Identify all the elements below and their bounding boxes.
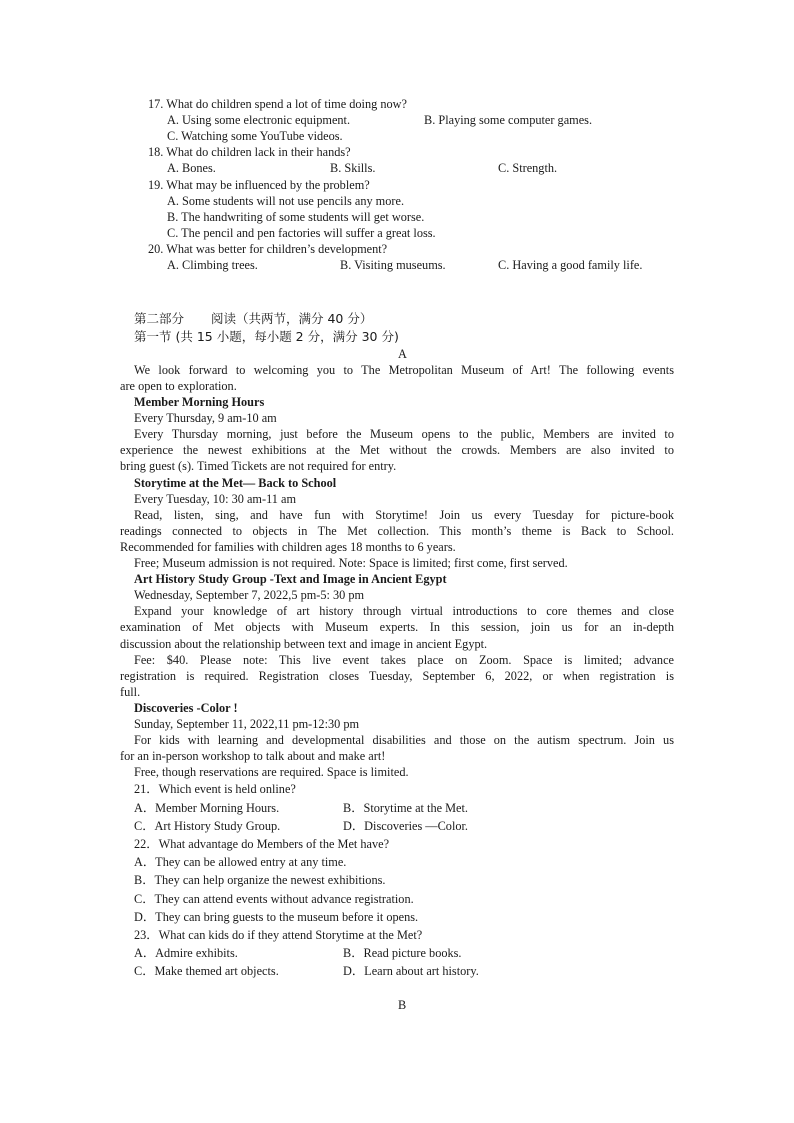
option-20c: C. Having a good family life. xyxy=(498,258,643,272)
event1-time: Every Thursday, 9 am-10 am xyxy=(134,411,277,425)
event1-desc-3: bring guest (s). Timed Tickets are not required for entry. xyxy=(120,459,397,473)
event3-time: Wednesday, September 7, 2022,5 pm-5: 30 pm xyxy=(134,588,365,602)
part2-heading-label: 第二部分 xyxy=(134,311,185,326)
question-22: 22．What advantage do Members of the Met have? xyxy=(134,837,390,851)
event3-fee-1: Fee: $40. Please note: This live event takes place on Zoom. Space is limited; advance xyxy=(134,653,674,667)
option-23c: C．Make themed art objects. xyxy=(134,964,279,978)
event1-title: Member Morning Hours xyxy=(134,395,265,409)
passage-b-letter: B xyxy=(398,998,407,1012)
option-21c: C．Art History Study Group. xyxy=(134,819,281,833)
passage-a-letter: A xyxy=(398,347,407,361)
intro-line-1: We look forward to welcoming you to The Metropolitan Museum of Art! The following events xyxy=(134,363,674,377)
option-20b: B. Visiting museums. xyxy=(340,258,446,272)
event4-desc-2: for an in-person workshop to talk about and make art! xyxy=(120,749,386,763)
option-23d: D．Learn about art history. xyxy=(343,964,479,978)
event1-desc-1: Every Thursday morning, just before the Museum opens to the public, Members are invited to xyxy=(134,427,674,441)
event3-desc-2: examination of Met objects with Museum experts. In this session, join us for an in-depth xyxy=(120,620,674,634)
option-19b: B. The handwriting of some students will get worse. xyxy=(167,210,425,224)
question-21: 21．Which event is held online? xyxy=(134,782,296,796)
event2-desc-1: Read, listen, sing, and have fun with Storytime! Join us every Tuesday for picture-book xyxy=(134,508,674,522)
option-23a: A．Admire exhibits. xyxy=(134,946,238,960)
option-17c: C. Watching some YouTube videos. xyxy=(167,129,343,143)
event4-fee: Free, though reservations are required. Space is limited. xyxy=(134,765,409,779)
event2-desc-3: Recommended for families with children ages 18 months to 6 years. xyxy=(120,540,456,554)
event4-title: Discoveries -Color ! xyxy=(134,701,238,715)
event2-title: Storytime at the Met— Back to School xyxy=(134,476,337,490)
option-19a: A. Some students will not use pencils any more. xyxy=(167,194,405,208)
question-18: 18. What do children lack in their hands? xyxy=(148,145,351,159)
option-23b: B．Read picture books. xyxy=(343,946,462,960)
option-21a: A．Member Morning Hours. xyxy=(134,801,280,815)
option-18c: C. Strength. xyxy=(498,161,558,175)
event2-desc-2: readings connected to objects in The Met collection. This month’s theme is Back to School. xyxy=(120,524,674,538)
event3-fee-3: full. xyxy=(120,685,141,699)
event2-fee: Free; Museum admission is not required. Note: Space is limited; first come, first served. xyxy=(134,556,568,570)
event2-time: Every Tuesday, 10: 30 am-11 am xyxy=(134,492,297,506)
option-22d: D．They can bring guests to the museum before it opens. xyxy=(134,910,419,924)
option-22b: B．They can help organize the newest exhibitions. xyxy=(134,873,386,887)
option-18a: A. Bones. xyxy=(167,161,216,175)
event3-desc-1: Expand your knowledge of art history through virtual introductions to core themes and close xyxy=(134,604,674,618)
option-17a: A. Using some electronic equipment. xyxy=(167,113,351,127)
option-21d: D．Discoveries —Color. xyxy=(343,819,469,833)
event3-title: Art History Study Group -Text and Image in Ancient Egypt xyxy=(134,572,447,586)
option-22a: A．They can be allowed entry at any time. xyxy=(134,855,347,869)
event1-desc-2: experience the newest exhibitions at the Met without the crowds. Members are also invited to xyxy=(120,443,674,457)
event3-desc-3: discussion about the relationship between text and image in ancient Egypt. xyxy=(120,637,488,651)
section1-heading: 第一节 (共 15 小题，每小题 2 分，满分 30 分) xyxy=(134,329,399,344)
option-19c: C. The pencil and pen factories will suffer a great loss. xyxy=(167,226,436,240)
option-21b: B．Storytime at the Met. xyxy=(343,801,469,815)
question-17: 17. What do children spend a lot of time doing now? xyxy=(148,97,407,111)
question-20: 20. What was better for children’s development? xyxy=(148,242,388,256)
option-22c: C．They can attend events without advance registration. xyxy=(134,892,414,906)
option-20a: A. Climbing trees. xyxy=(167,258,258,272)
intro-line-2: are open to exploration. xyxy=(120,379,237,393)
event4-time: Sunday, September 11, 2022,11 pm-12:30 pm xyxy=(134,717,360,731)
event3-fee-2: registration is required. Registration closes Tuesday, September 6, 2022, or when registration is xyxy=(120,669,674,683)
event4-desc-1: For kids with learning and developmental disabilities and those on the autism spectrum. Join us xyxy=(134,733,674,747)
question-19: 19. What may be influenced by the problem? xyxy=(148,178,370,192)
question-23: 23．What can kids do if they attend Storytime at the Met? xyxy=(134,928,423,942)
option-18b: B. Skills. xyxy=(330,161,376,175)
part2-heading-title: 阅读（共两节，满分 40 分） xyxy=(211,311,373,326)
option-17b: B. Playing some computer games. xyxy=(424,113,593,127)
